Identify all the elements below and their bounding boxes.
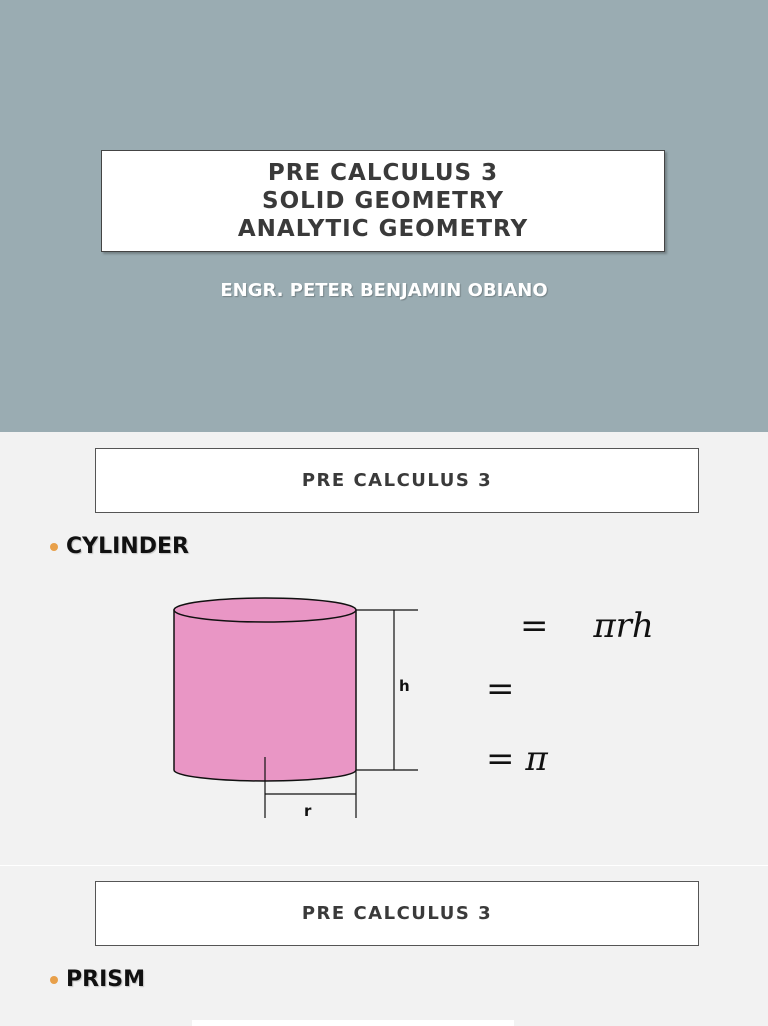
height-label: h — [399, 677, 410, 695]
bullet-text: CYLINDER — [66, 534, 189, 559]
author-name: ENGR. PETER BENJAMIN OBIANO — [220, 280, 548, 301]
prism-slide — [0, 866, 768, 1024]
formula-1-expr: πrh — [593, 606, 654, 646]
figure-edge — [192, 1020, 514, 1026]
slide-header-box — [95, 881, 699, 946]
formula-1-op: = — [520, 606, 549, 646]
formula-3 — [486, 739, 548, 779]
title-box — [101, 150, 665, 252]
bullet-item-prism — [50, 967, 145, 992]
radius-label: r — [304, 802, 312, 820]
formula-2 — [486, 669, 515, 709]
slide-header: PRE CALCULUS 3 — [301, 470, 493, 491]
formula-2-op: = — [486, 669, 515, 709]
title-line-3: ANALYTIC GEOMETRY — [237, 216, 529, 242]
cylinder-slide — [0, 432, 768, 865]
formula-3-op: = — [486, 739, 515, 779]
cylinder-shape — [174, 598, 356, 781]
title-line-2: SOLID GEOMETRY — [262, 188, 504, 214]
cylinder-diagram — [0, 432, 768, 865]
formula-3-expr: π — [525, 739, 548, 779]
title-slide — [0, 0, 768, 432]
title-line-1: PRE CALCULUS 3 — [267, 160, 499, 186]
bullet-dot-icon — [50, 976, 58, 984]
slide-header: PRE CALCULUS 3 — [301, 903, 493, 924]
bullet-text: PRISM — [66, 967, 145, 992]
formula-1 — [520, 606, 654, 646]
